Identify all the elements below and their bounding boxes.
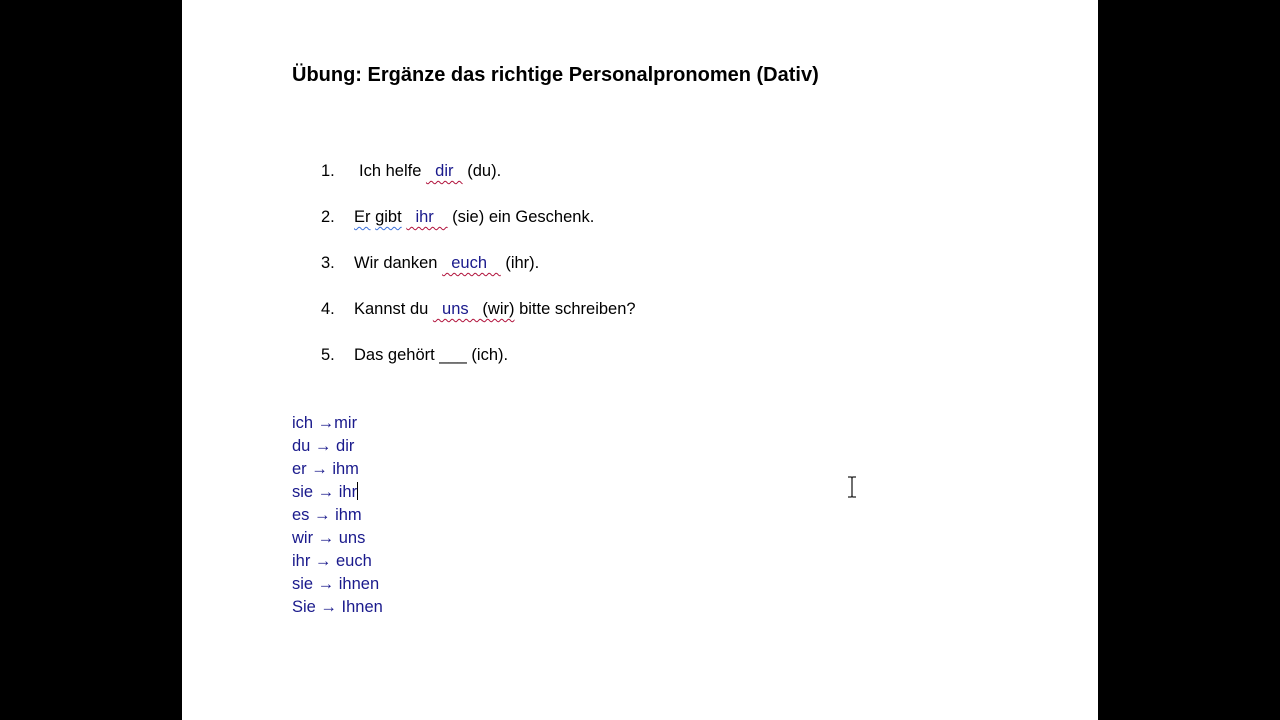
answer-text: dir — [425, 162, 463, 180]
sentence-suffix: (ihr). — [500, 254, 540, 272]
pronoun-pair[interactable]: es → ihm — [292, 506, 362, 524]
exercise-sentence[interactable] — [354, 254, 539, 273]
document-page[interactable] — [182, 0, 1098, 720]
pronoun-pair-text: sie → ihr — [292, 483, 358, 501]
exercise-sentence[interactable] — [354, 346, 508, 365]
sentence-suffix: (sie) ein Geschenk. — [447, 208, 595, 226]
pronoun-pair[interactable]: er → ihm — [292, 460, 359, 478]
exercise-number: 1. — [321, 162, 335, 180]
grammar-marked-text: (wir) — [482, 300, 515, 318]
sentence-prefix: Das gehört — [354, 346, 440, 364]
sentence-suffix: (ich). — [466, 346, 509, 364]
sentence-suffix: bitte schreiben? — [514, 300, 636, 318]
pronoun-pair[interactable]: sie → ihnen — [292, 575, 380, 593]
exercise-sentence[interactable] — [359, 162, 501, 181]
sentence-prefix: Wir danken — [354, 254, 443, 272]
pronoun-pair-with-caret[interactable] — [292, 481, 383, 504]
answer-text: ihr — [406, 208, 448, 226]
spellcheck-word: gibt — [375, 208, 402, 226]
page-title: Übung: Ergänze das richtige Personalpronomen (Dativ) — [292, 64, 819, 86]
pronoun-pair[interactable]: Sie → Ihnen — [292, 598, 383, 616]
exercise-number: 3. — [321, 254, 335, 272]
pronoun-pair[interactable]: wir → uns — [292, 529, 366, 547]
text-caret — [357, 482, 358, 500]
sentence-prefix: Kannst du — [354, 300, 433, 318]
pronoun-pair[interactable]: du → dir — [292, 437, 355, 455]
spellcheck-word: Er — [354, 208, 371, 226]
exercise-number: 4. — [321, 300, 335, 318]
pronoun-pair[interactable]: ich →mir — [292, 414, 358, 432]
sentence-prefix: Ich helfe — [359, 162, 426, 180]
exercise-sentence[interactable] — [354, 208, 594, 227]
sentence-suffix: (du). — [462, 162, 502, 180]
answer-text: euch — [442, 254, 501, 272]
exercise-number: 5. — [321, 346, 335, 364]
exercise-number: 2. — [321, 208, 335, 226]
text-ibeam-cursor-icon — [847, 476, 857, 498]
answer-blank: ___ — [439, 346, 467, 364]
pronoun-pair[interactable]: ihr → euch — [292, 552, 372, 570]
exercise-sentence[interactable] — [354, 300, 636, 319]
answer-text: uns — [432, 300, 483, 318]
pronoun-reference-list — [292, 412, 383, 619]
